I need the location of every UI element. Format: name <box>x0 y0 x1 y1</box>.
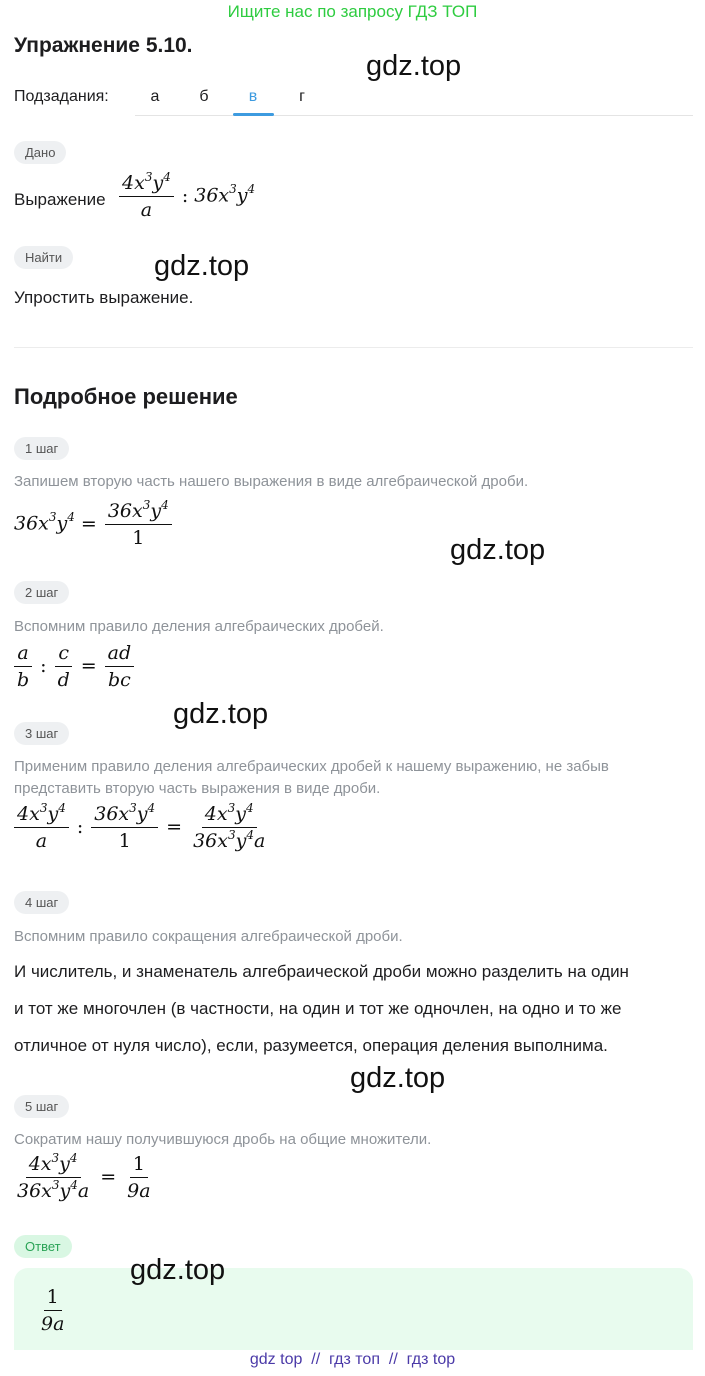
find-chip: Найти <box>14 246 73 269</box>
tab-b[interactable]: б <box>199 88 209 105</box>
answer-chip: Ответ <box>14 1235 72 1258</box>
tab-v[interactable]: в <box>248 88 258 105</box>
watermark: gdz.top <box>154 250 250 282</box>
tab-g[interactable]: г <box>299 88 305 105</box>
step-3-caption-line2: представить вторую часть выражения в виде дроби. <box>14 780 381 797</box>
step-3-caption-line1: Применим правило деления алгебраических дробей к нашему выражению, не забыв <box>14 758 609 775</box>
step-4-chip: 4 шаг <box>14 891 69 914</box>
step-2-formula: $\frac{a}{b}$ : $\frac{c}{d}$ = $\frac{ad}{bc}$ <box>12 642 136 691</box>
section-divider <box>14 347 693 348</box>
given-expression: $\frac{4x^3y^4}{a}$ : $36x^3y^4$ <box>117 172 255 221</box>
footer-links[interactable]: gdz top // гдз топ // гдз top <box>249 1351 456 1368</box>
answer-formula: $\frac{1}{9a}$ <box>41 1286 65 1335</box>
step-5-chip: 5 шаг <box>14 1095 69 1118</box>
step-1-chip: 1 шаг <box>14 437 69 460</box>
step-4-text-line3: отличное от нуля число), если, разумеется, операция деления выполнима. <box>14 1036 608 1055</box>
watermark: gdz.top <box>173 698 269 730</box>
watermark: gdz.top <box>366 50 462 82</box>
answer-box <box>14 1268 693 1350</box>
step-4-text-line1: И числитель, и знаменатель алгебраической дроби можно разделить на один <box>14 962 629 981</box>
watermark: gdz.top <box>130 1254 226 1286</box>
active-tab-indicator <box>233 113 274 116</box>
step-3-formula: $\frac{4x^3y^4}{a}$ : $\frac{36x^3y^4}{1}$ = $\frac{4x^3y^4}{36x^3y^4a}$ <box>12 803 270 852</box>
given-chip: Дано <box>14 141 66 164</box>
step-2-chip: 2 шаг <box>14 581 69 604</box>
solution-heading: Подробное решение <box>14 384 238 409</box>
step-5-formula: $\frac{4x^3y^4}{36x^3y^4a}$ = $\frac{1}{9a}$ <box>17 1150 151 1202</box>
watermark: gdz.top <box>350 1062 446 1094</box>
given-label: Выражение <box>14 190 106 209</box>
find-text: Упростить выражение. <box>14 288 194 307</box>
step-1-caption: Запишем вторую часть нашего выражения в виде алгебраической дроби. <box>14 473 529 490</box>
step-2-caption: Вспомним правило деления алгебраических дробей. <box>14 618 384 635</box>
tabs-divider <box>135 115 693 116</box>
top-banner: Ищите нас по запросу ГДЗ ТОП <box>227 2 478 21</box>
step-4-text-line2: и тот же многочлен (в частности, на один и тот же одночлен, на одно и то же <box>14 999 622 1018</box>
step-5-caption: Сократим нашу получившуюся дробь на общие множители. <box>14 1131 432 1148</box>
tab-a[interactable]: а <box>150 88 160 105</box>
page-title: Упражнение 5.10. <box>14 34 193 57</box>
watermark: gdz.top <box>450 534 546 566</box>
step-4-caption: Вспомним правило сокращения алгебраической дроби. <box>14 928 403 945</box>
subtasks-label: Подзадания: <box>14 88 109 105</box>
step-1-formula: $36x^3y^4$ = $\frac{36x^3y^4}{1}$ <box>14 500 174 549</box>
step-3-chip: 3 шаг <box>14 722 69 745</box>
